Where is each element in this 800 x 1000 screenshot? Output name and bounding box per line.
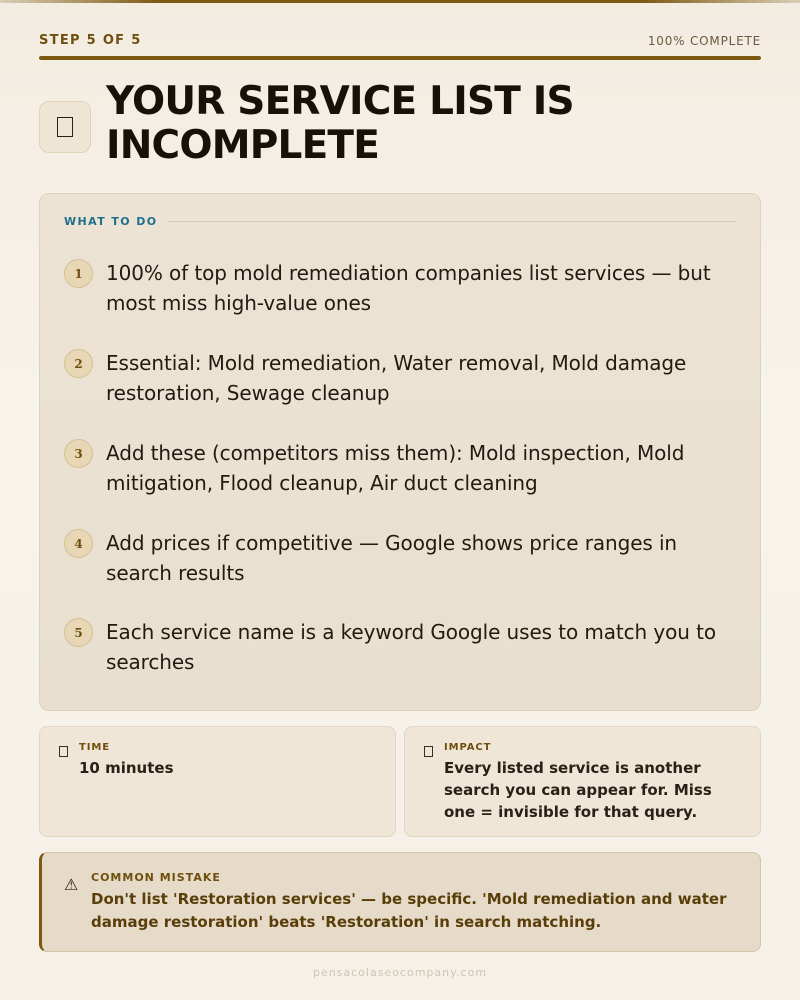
page-title: YOUR SERVICE LIST IS INCOMPLETE xyxy=(106,79,574,168)
common-mistake-label: COMMON MISTAKE xyxy=(91,871,221,884)
step-number-badge: 3 xyxy=(64,439,93,468)
step-item-5 xyxy=(64,617,724,677)
step-text: Add prices if competitive — Google shows price ranges in search results xyxy=(106,531,678,585)
impact-card xyxy=(404,726,761,837)
step-text: Each service name is a keyword Google uses to match you to searches xyxy=(106,620,716,674)
clock-icon xyxy=(59,746,68,757)
step-number-badge: 5 xyxy=(64,618,93,647)
header-divider xyxy=(168,221,737,222)
step-text: Add these (competitors miss them): Mold inspection, Mold mitigation, Flood cleanup, Air duct cleaning xyxy=(106,441,685,495)
time-card xyxy=(39,726,396,837)
what-to-do-header xyxy=(64,215,736,228)
step-number-badge: 2 xyxy=(64,349,93,378)
step-text: Essential: Mold remediation, Water removal, Mold damage restoration, Sewage cleanup xyxy=(106,351,687,405)
impact-label: IMPACT xyxy=(444,742,492,753)
warning-icon: ⚠ xyxy=(64,875,79,894)
target-icon xyxy=(424,746,433,757)
common-mistake-card xyxy=(39,852,761,952)
step-text: 100% of top mold remediation companies list services — but most miss high-value ones xyxy=(106,261,711,315)
footer-domain: pensacolaseocompany.com xyxy=(312,966,488,979)
step-item-1 xyxy=(64,258,724,318)
progress-bar-fill xyxy=(39,56,761,60)
step-number-badge: 4 xyxy=(64,529,93,558)
step-item-2 xyxy=(64,348,724,408)
completion-percentage: 100% COMPLETE xyxy=(647,34,761,48)
step-number-badge: 1 xyxy=(64,259,93,288)
step-item-3 xyxy=(64,438,724,498)
time-label: TIME xyxy=(79,742,110,753)
step-item-4 xyxy=(64,528,724,588)
common-mistake-text: Don't list 'Restoration services' — be specific. 'Mold remediation and water damage restoration' beats 'Restoration' in search matching. xyxy=(91,890,727,931)
impact-value: Every listed service is another search you can appear for. Miss one = invisible for that query. xyxy=(444,759,712,821)
progress-bar xyxy=(39,56,761,60)
step-indicator: STEP 5 OF 5 xyxy=(39,33,142,48)
what-to-do-panel xyxy=(39,193,761,711)
top-accent-line xyxy=(0,0,800,3)
what-to-do-label: WHAT TO DO xyxy=(64,215,158,228)
document-icon xyxy=(39,101,91,153)
time-value: 10 minutes xyxy=(79,759,174,777)
